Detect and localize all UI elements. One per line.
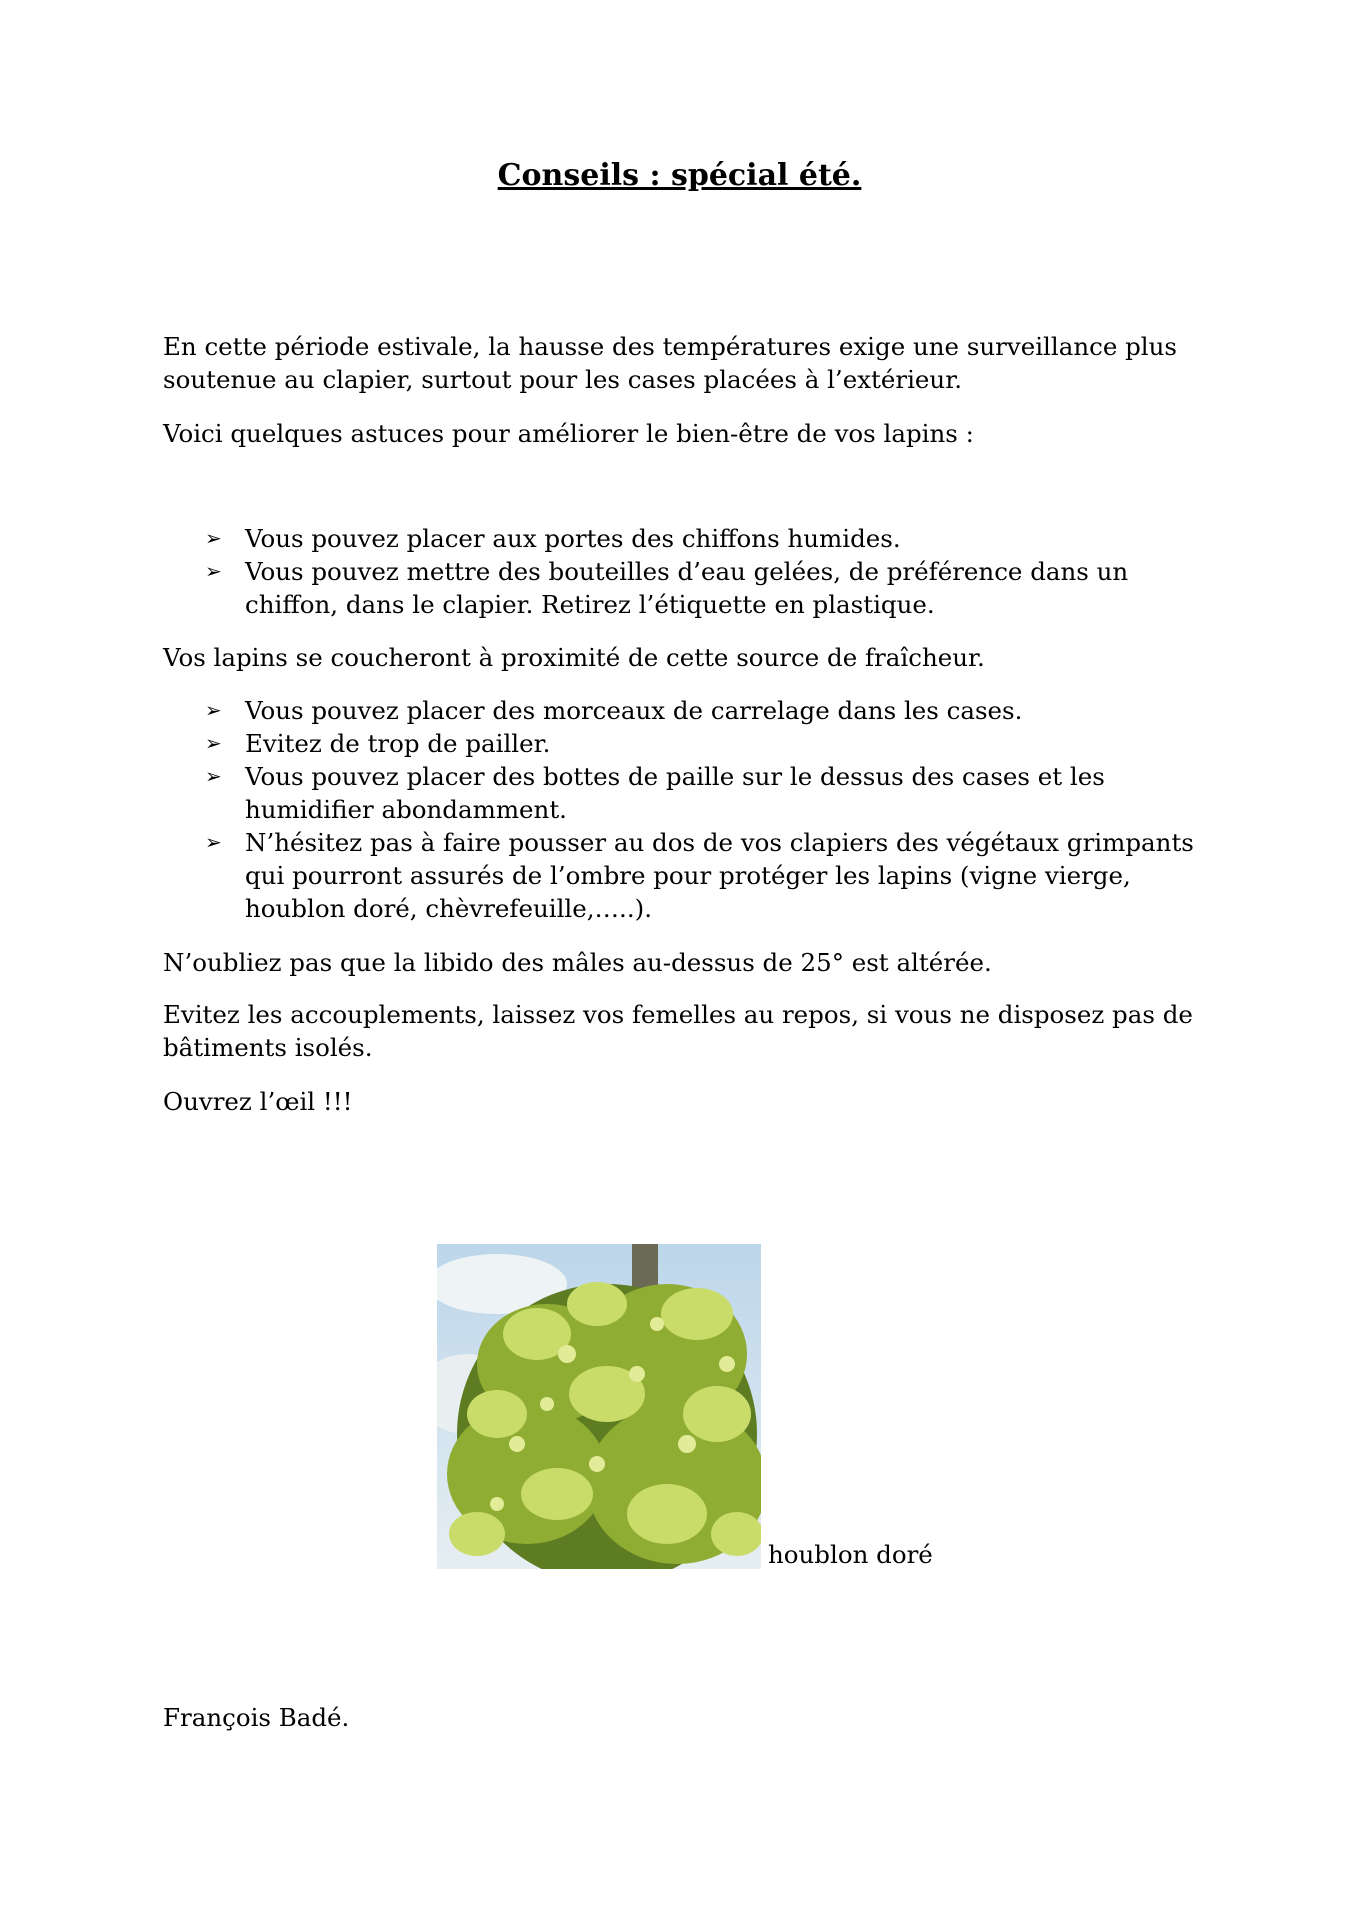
list-item-text: Vous pouvez placer aux portes des chiffons humides. (245, 524, 901, 553)
hop-plant-photo (437, 1244, 761, 1569)
signature: François Badé. (163, 1703, 350, 1732)
list-item-text: Vous pouvez placer des bottes de paille sur le dessus des cases et les humidifier abondamment. (245, 762, 1105, 824)
arrowhead-bullet-icon: ➢ (205, 830, 222, 854)
page-title: Conseils : spécial été. (497, 158, 862, 193)
list-item (205, 555, 1215, 621)
list-item (205, 727, 1215, 760)
oeil-paragraph: Ouvrez l’œil !!! (163, 1087, 353, 1116)
list-item-text: Evitez de trop de pailler. (245, 729, 551, 758)
bullet-list-2 (205, 694, 1215, 925)
photo-caption: houblon doré (768, 1540, 933, 1569)
arrowhead-bullet-icon: ➢ (205, 764, 222, 788)
hop-plant-illustration (437, 1244, 761, 1569)
libido-paragraph: N’oubliez pas que la libido des mâles au-dessus de 25° est altérée. (163, 948, 992, 977)
fraicheur-paragraph: Vos lapins se coucheront à proximité de cette source de fraîcheur. (163, 643, 985, 672)
bullet-list-1 (205, 522, 1215, 621)
list-item-text: Vous pouvez placer des morceaux de carrelage dans les cases. (245, 696, 1023, 725)
list-item-text: Vous pouvez mettre des bouteilles d’eau gelées, de préférence dans un chiffon, dans le clapier. Retirez l’étiquette en plastique. (245, 557, 1129, 619)
arrowhead-bullet-icon: ➢ (205, 698, 222, 722)
list-item (205, 522, 1215, 555)
list-item (205, 694, 1215, 727)
astuces-intro: Voici quelques astuces pour améliorer le bien-être de vos lapins : (163, 419, 974, 448)
arrowhead-bullet-icon: ➢ (205, 731, 222, 755)
list-item-text: N’hésitez pas à faire pousser au dos de vos clapiers des végétaux grimpants qui pourront assurés de l’ombre pour protéger les lapins (vigne vierge, houblon doré, chèvrefeuille,…..). (245, 828, 1194, 923)
list-item (205, 760, 1215, 826)
arrowhead-bullet-icon: ➢ (205, 559, 222, 583)
arrowhead-bullet-icon: ➢ (205, 526, 222, 550)
list-item (205, 826, 1215, 925)
intro-paragraph: En cette période estivale, la hausse des températures exige une surveillance plus soutenue au clapier, surtout pour les cases placées à l’extérieur. (163, 332, 1177, 394)
accouplements-paragraph: Evitez les accouplements, laissez vos femelles au repos, si vous ne disposez pas de bâtiments isolés. (163, 1000, 1193, 1062)
